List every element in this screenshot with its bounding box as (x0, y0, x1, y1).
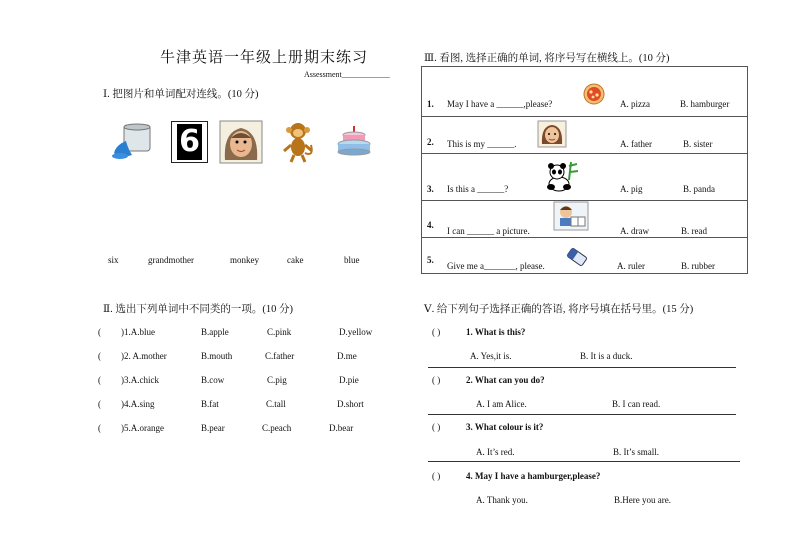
option-b: B. panda (683, 184, 715, 194)
option-d: D.yellow (339, 327, 373, 337)
answer-paren[interactable]: ( (98, 351, 101, 361)
option-a: A. pizza (620, 99, 650, 109)
option-d: D.bear (329, 423, 354, 433)
divider-line (428, 367, 736, 368)
option-a: A. I am Alice. (476, 399, 527, 409)
grandmother-icon (219, 120, 263, 164)
question-text: 4. May I have a hamburger,please? (466, 471, 601, 481)
option-a: )1.A.blue (121, 327, 155, 337)
divider-line (428, 461, 740, 462)
question-number: 4. (427, 220, 434, 230)
option-c: C.father (265, 351, 295, 361)
answer-paren[interactable]: ( (98, 375, 101, 385)
option-b: B.fat (201, 399, 219, 409)
option-b: B.mouth (201, 351, 233, 361)
question-text[interactable]: Is this a ______? (447, 184, 509, 194)
answer-paren[interactable]: ( (98, 423, 101, 433)
boy-reading-icon (553, 201, 589, 231)
question-text: 3. What colour is it? (466, 422, 544, 432)
section2-heading: Ⅱ. 选出下列单词中不同类的一项。(10 分) (103, 304, 294, 315)
question-text: 1. What is this? (466, 327, 526, 337)
option-a: A. Yes,it is. (470, 351, 512, 361)
assessment-line[interactable]: Assessment____________ (304, 70, 390, 79)
row-divider (422, 237, 747, 238)
option-b: B. It’s small. (613, 447, 660, 457)
option-b: B. sister (683, 139, 713, 149)
question-text[interactable]: Give me a_______, please. (447, 261, 545, 271)
answer-paren[interactable]: ( ) (432, 422, 441, 432)
number-six-card (171, 121, 208, 163)
answer-paren[interactable]: ( ) (432, 375, 441, 385)
question-text[interactable]: May I have a ______,please? (447, 99, 553, 109)
word-blue[interactable]: blue (344, 255, 360, 265)
option-b: B. It is a duck. (580, 351, 633, 361)
word-monkey[interactable]: monkey (230, 255, 259, 265)
option-b: B. rubber (681, 261, 715, 271)
word-six[interactable]: six (108, 255, 119, 265)
number-six-icon: 6 (177, 124, 202, 160)
option-c: C.tall (266, 399, 286, 409)
option-d: D.short (337, 399, 364, 409)
option-a: )2. A.mother (121, 351, 167, 361)
option-c: C.pink (267, 327, 292, 337)
answer-paren[interactable]: ( ) (432, 327, 441, 337)
section5-heading: Ⅴ. 给下列句子选择正确的答语, 将序号填在括号里。(15 分) (424, 304, 694, 315)
option-a: A. draw (620, 226, 649, 236)
answer-paren[interactable]: ( ) (432, 471, 441, 481)
question-number: 5. (427, 255, 434, 265)
question-number: 2. (427, 137, 434, 147)
option-a: A. It’s red. (476, 447, 515, 457)
word-grandmother[interactable]: grandmother (148, 255, 194, 265)
cake-icon (335, 124, 373, 156)
section1-heading: Ⅰ. 把图片和单词配对连线。(10 分) (103, 89, 259, 100)
monkey-icon (281, 121, 315, 163)
word-cake[interactable]: cake (287, 255, 304, 265)
option-b: B. hamburger (680, 99, 730, 109)
option-d: D.pie (339, 375, 359, 385)
divider-line (428, 414, 736, 415)
option-a: A. pig (620, 184, 643, 194)
option-a: )3.A.chick (121, 375, 159, 385)
option-b: B.apple (201, 327, 229, 337)
question-number: 3. (427, 184, 434, 194)
option-c: C.pig (267, 375, 287, 385)
option-b: B. I can read. (612, 399, 661, 409)
answer-paren[interactable]: ( (98, 399, 101, 409)
girl-icon (537, 120, 567, 148)
row-divider (422, 153, 747, 154)
row-divider (422, 116, 747, 117)
option-c: C.peach (262, 423, 292, 433)
option-a: )5.A.orange (121, 423, 164, 433)
question-text: 2. What can you do? (466, 375, 545, 385)
page-title: 牛津英语一年级上册期末练习 (160, 50, 369, 66)
panda-icon (545, 160, 579, 192)
option-a: A. father (620, 139, 652, 149)
option-b: B. read (681, 226, 707, 236)
question-text[interactable]: This is my ______. (447, 139, 517, 149)
paint-bucket-icon (110, 123, 154, 161)
option-b: B.pear (201, 423, 225, 433)
option-a: )4.A.sing (121, 399, 155, 409)
question-text[interactable]: I can ______ a picture. (447, 226, 530, 236)
eraser-icon (565, 245, 589, 269)
option-a: A. ruler (617, 261, 645, 271)
pizza-icon (583, 83, 605, 105)
option-b: B.Here you are. (614, 495, 671, 505)
question-number: 1. (427, 99, 434, 109)
option-b: B.cow (201, 375, 225, 385)
option-d: D.me (337, 351, 357, 361)
option-a: A. Thank you. (476, 495, 528, 505)
section3-heading: Ⅲ. 看图, 选择正确的单词, 将序号写在横线上。(10 分) (424, 53, 670, 64)
answer-paren[interactable]: ( (98, 327, 101, 337)
